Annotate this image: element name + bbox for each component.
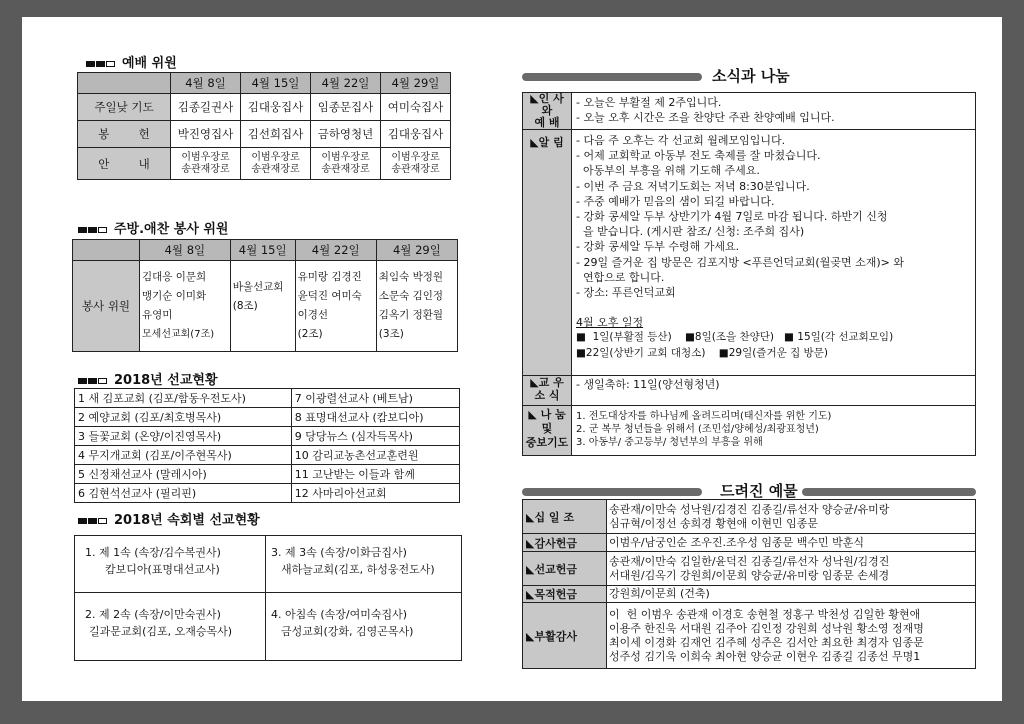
row-label: 봉사 위원 [73, 261, 140, 352]
cell: 김대웅집사 [381, 121, 451, 148]
mission-item: 5 신정채선교사 (말레시아) [75, 465, 292, 484]
date-header: 4월 15일 [230, 240, 295, 261]
schedule-title: 4월 오후 일정 [576, 316, 644, 330]
mission-item: 4 무지개교회 (김포/이주현목사) [75, 446, 292, 465]
cell: 여미숙집사 [381, 94, 451, 121]
news-content: - 다음 주 오후는 각 선교회 월례모임입니다. - 어제 교회학교 아동부 전도 축제를 잘 마쳤습니다. 아동부의 부흥을 위해 기도해 주세요. - 이번 주 금요 저녁기도회는 저녁 8:30분입니다. - 주중 예배가 믿음의 샘이 되길 바랍니다. - 강화 콩세알 두부 상반기가 4월 7일로 마감 됩니다. 하반기 신청 을 받습니다. (게시판 참조/ 신청: 조주희 집사) - 강화 콩세알 두부 수령해 가세요. - 29일 즐거운 집 방문은 김포지방 <푸른언덕교회(월곶면 소재)> 와 연합으로 합니다. - 장소: 푸른언덕교회 4월 오후 일정 ■ 1일(부활절 등산) ■8일(조을 찬양단) ■ 15일(각 선교회모임) ■22일(상반기 교회 대청소) ■29일(즐거운 집 방문) [572, 130, 976, 376]
mission-item: 11 고난받는 이들과 함께 [291, 465, 459, 484]
offering-content: 이범우/남궁인순 조우진.조우성 임종문 백수민 박훈식 [607, 534, 976, 552]
cell: 이범우장로 송관재장로 [241, 148, 311, 180]
cell: 박진영집사 [171, 121, 241, 148]
offering-label: ◣선교헌금 [523, 552, 607, 586]
offerings-title: 드려진 예물 [720, 482, 798, 500]
mission-item: 12 사마리아선교회 [291, 484, 459, 503]
missions-section-title: 2018년 선교현황 [78, 369, 218, 388]
cell: 유미랑 김경진 윤덕진 여미숙 이경선 (2조) [295, 261, 376, 352]
cell: 이범우장로 송관재장로 [381, 148, 451, 180]
divider [75, 592, 461, 593]
section-marker-icon [78, 222, 108, 237]
news-title: 소식과 나눔 [712, 67, 790, 85]
cell: 임종문집사 [311, 94, 381, 121]
cell: 김선희집사 [241, 121, 311, 148]
offering-content: 송관재/이만숙 김일한/윤덕진 김종길/류선자 성낙원/김경진 서대원/김옥기 강원희/이문희 양승균/유미랑 임종문 손세경 [607, 552, 976, 586]
mission-item: 7 이광렬선교사 (베트남) [291, 389, 459, 408]
news-content: 1. 전도대상자를 하나님께 올려드리며(태신자를 위한 기도) 2. 군 복무 청년들을 위해서 (조민섭/양혜성/최광표청년) 3. 아동부/ 중고등부/ 청년부의 부흥을 위해 [572, 406, 976, 456]
mission-item: 10 감리교농촌선교훈련원 [291, 446, 459, 465]
date-header: 4월 8일 [171, 73, 241, 94]
date-header: 4월 29일 [376, 240, 457, 261]
date-header: 4월 15일 [241, 73, 311, 94]
offering-label: ◣목적헌금 [523, 586, 607, 603]
title-bar [802, 488, 976, 496]
row-label: 안 내 [78, 148, 171, 180]
mission-item: 2 예양교회 (김포/최호병목사) [75, 408, 292, 427]
mission-item: 3 들꽃교회 (온양/이진영목사) [75, 427, 292, 446]
offering-content: 강원희/이문희 (건축) [607, 586, 976, 603]
offering-label: ◣십 일 조 [523, 500, 607, 534]
news-content: - 오늘은 부활절 제 2주입니다. - 오늘 오후 시간은 조을 찬양단 주관 찬양예배 입니다. [572, 93, 976, 130]
news-label: ◣교 우 소 식 [523, 376, 572, 406]
divider [265, 536, 266, 660]
corner-cell [73, 240, 140, 261]
row-label: 주일낮 기도 [78, 94, 171, 121]
worship-section-title: 예배 위원 [86, 52, 177, 71]
district-item: 4. 아침속 (속장/여미숙집사) 금성교회(강화, 김영곤목사) [271, 608, 414, 638]
district-item: 2. 제 2속 (속장/이만숙권사) 길과문교회(김포, 오재승목사) [85, 608, 233, 638]
kitchen-section-title: 주방.애찬 봉사 위원 [78, 218, 228, 237]
worship-table [77, 72, 451, 180]
cell: 김대응 이문희 맹기순 이미화 유영미 모세선교회(7조) [140, 261, 231, 352]
districts-section-title: 2018년 속회별 선교현황 [78, 509, 260, 528]
section-marker-icon [78, 513, 108, 528]
offering-content: 이 헌 이범우 송관재 이경호 송현철 정홍구 박천성 김일한 황현애 이용주 한진욱 서대원 김주아 김인정 강원희 성낙원 황소영 정재명 최이세 이경화 김재언 김주혜 성주은 김서안 최요한 최경자 임종문 성주성 김기욱 이희숙 최아현 양승균 이현우 김종길 김종선 무명1 [607, 603, 976, 669]
date-header: 4월 22일 [311, 73, 381, 94]
cell: 김대웅집사 [241, 94, 311, 121]
mission-item: 8 표명대선교사 (캄보디아) [291, 408, 459, 427]
district-item: 3. 제 3속 (속장/이화금집사) 새하늘교회(김포, 하성웅전도사) [271, 546, 435, 576]
news-label: ◣알 림 [523, 130, 572, 376]
cell: 최임숙 박정원 소문숙 김인정 김옥기 정환월 (3조) [376, 261, 457, 352]
mission-item: 9 당당뉴스 (심자득목사) [291, 427, 459, 446]
district-item: 1. 제 1속 (속장/김수복권사) 캄보디아(표명대선교사) [85, 546, 221, 576]
news-label: ◣인 사 와 예 배 [523, 93, 572, 130]
date-header: 4월 22일 [295, 240, 376, 261]
offering-label: ◣부활감사 [523, 603, 607, 669]
kitchen-table [72, 239, 458, 352]
date-header: 4월 8일 [140, 240, 231, 261]
section-marker-icon [86, 56, 116, 71]
offering-content: 송관재/이만숙 성낙원/김경진 김종길/류선자 양승균/유미랑 심규혁/이정선 송희경 황현애 이현민 임종문 [607, 500, 976, 534]
news-table [522, 92, 976, 456]
corner-cell [78, 73, 171, 94]
news-label: ◣ 나 눔 및 중보기도 [523, 406, 572, 456]
date-header: 4월 29일 [381, 73, 451, 94]
cell: 금하영청년 [311, 121, 381, 148]
title-bar [522, 73, 702, 81]
offering-label: ◣감사헌금 [523, 534, 607, 552]
news-content: - 생일축하: 11일(양선형청년) [572, 376, 976, 406]
cell: 바울선교회 (8조) [230, 261, 295, 352]
row-label: 봉 헌 [78, 121, 171, 148]
cell: 이범우장로 송관재장로 [311, 148, 381, 180]
cell: 김종길권사 [171, 94, 241, 121]
section-marker-icon [78, 373, 108, 388]
mission-item: 1 새 김포교회 (김포/함동우전도사) [75, 389, 292, 408]
mission-item: 6 김현석선교사 (필리핀) [75, 484, 292, 503]
offerings-table [522, 499, 976, 669]
bulletin-sheet [22, 17, 1002, 701]
cell: 이범우장로 송관재장로 [171, 148, 241, 180]
districts-box [74, 535, 462, 661]
title-bar [522, 488, 702, 496]
missions-table [74, 388, 460, 503]
